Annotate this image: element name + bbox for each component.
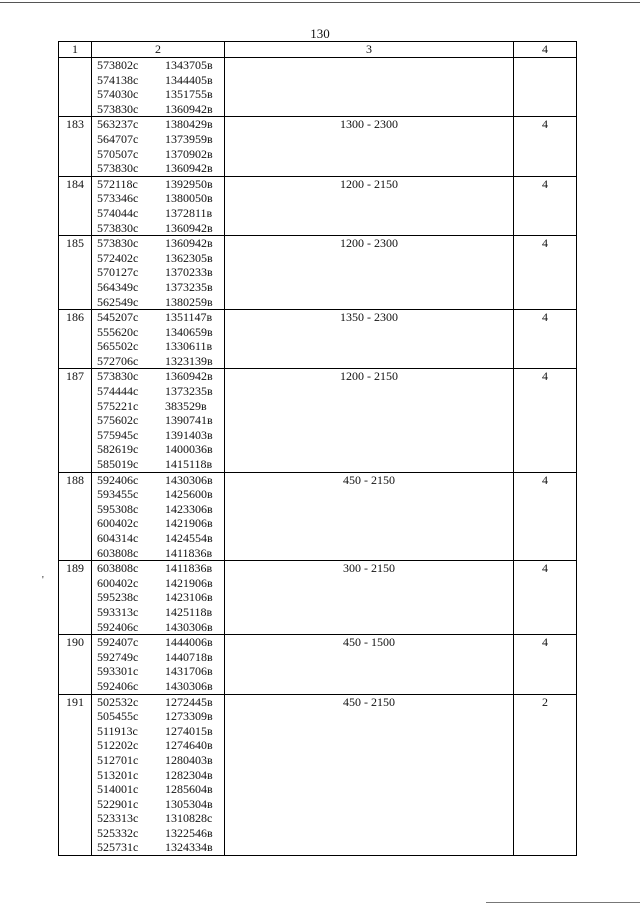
longitude-value: 1310828с (165, 811, 213, 826)
altitude-range-cell: 1200 - 2150 (225, 369, 514, 472)
longitude-value: 1360942в (165, 236, 213, 251)
latitude-value: 502532с (97, 694, 139, 709)
longitude-value: 1380050в (165, 191, 213, 206)
altitude-range-cell: 1200 - 2300 (225, 236, 514, 310)
longitude-value: 1360942в (165, 220, 213, 235)
count-cell: 4 (514, 561, 577, 635)
longitude-value: 1380429в (165, 117, 213, 132)
latitude-value: 525731с (97, 840, 139, 855)
coordinate-pair (92, 502, 224, 517)
coordinates-cell (92, 635, 225, 694)
coordinate-pair (92, 236, 224, 251)
longitude-value: 1323139в (165, 353, 213, 368)
coordinate-pair (92, 546, 224, 561)
longitude-value: 1274015в (165, 723, 213, 738)
latitude-value: 570127с (97, 265, 139, 280)
longitude-value: 1324334в (165, 840, 213, 855)
altitude-range-cell: 1350 - 2300 (225, 310, 514, 369)
coordinate-pair (92, 457, 224, 472)
longitude-value: 1282304в (165, 767, 213, 782)
coordinates-cell (92, 117, 225, 176)
table-row (59, 472, 577, 561)
count-cell (514, 58, 577, 117)
latitude-value: 573830с (97, 369, 139, 384)
longitude-value: 1272445в (165, 694, 213, 709)
table-row (59, 310, 577, 369)
coordinate-pair (92, 87, 224, 102)
table-header-row (59, 42, 577, 58)
latitude-value: 545207с (97, 310, 139, 325)
longitude-value: 1351755в (165, 87, 213, 102)
coordinate-pair (92, 679, 224, 694)
row-number-cell: 189 (59, 561, 92, 635)
coordinate-pair (92, 695, 224, 710)
row-number-cell: 187 (59, 369, 92, 472)
row-number-cell: 186 (59, 310, 92, 369)
altitude-range-cell: 450 - 1500 (225, 635, 514, 694)
latitude-value: 595238с (97, 590, 139, 605)
latitude-value: 572706с (97, 353, 139, 368)
longitude-value: 1430306в (165, 678, 213, 693)
latitude-value: 603808с (97, 545, 139, 560)
coordinate-pair (92, 280, 224, 295)
coordinate-pair (92, 797, 224, 812)
latitude-value: 593455с (97, 487, 139, 502)
coordinates-cell (92, 561, 225, 635)
longitude-value: 1322546в (165, 825, 213, 840)
count-cell: 4 (514, 310, 577, 369)
latitude-value: 573346с (97, 191, 139, 206)
latitude-value: 505455с (97, 709, 139, 724)
coordinate-pair (92, 840, 224, 855)
coordinate-pair (92, 161, 224, 176)
longitude-value: 1373235в (165, 279, 213, 294)
table-row (59, 176, 577, 235)
coordinate-pair (92, 221, 224, 236)
latitude-value: 585019с (97, 457, 139, 472)
longitude-value: 1340659в (165, 324, 213, 339)
header-col-4: 4 (514, 42, 577, 58)
coordinate-pair (92, 369, 224, 384)
table-row (59, 117, 577, 176)
longitude-value: 1280403в (165, 752, 213, 767)
longitude-value: 1423306в (165, 501, 213, 516)
page-number: 130 (310, 26, 330, 41)
coordinate-pair (92, 605, 224, 620)
coordinate-pair (92, 310, 224, 325)
longitude-value: 1372811в (165, 205, 213, 220)
coordinate-pair (92, 177, 224, 192)
count-cell: 2 (514, 694, 577, 856)
longitude-value: 1274640в (165, 738, 213, 753)
longitude-value: 1421906в (165, 516, 213, 531)
header-col-2: 2 (92, 42, 225, 58)
longitude-value: 1273309в (165, 709, 213, 724)
longitude-value: 1285604в (165, 782, 213, 797)
latitude-value: 573830с (97, 236, 139, 251)
latitude-value: 572402с (97, 250, 139, 265)
coordinate-pair (92, 826, 224, 841)
coordinate-pair (92, 325, 224, 340)
row-number-cell: 188 (59, 472, 92, 561)
coordinates-cell (92, 472, 225, 561)
row-number-cell: 190 (59, 635, 92, 694)
coordinate-pair (92, 206, 224, 221)
latitude-value: 513201с (97, 767, 139, 782)
latitude-value: 575945с (97, 427, 139, 442)
latitude-value: 564349с (97, 279, 139, 294)
coordinate-pair (92, 635, 224, 650)
latitude-value: 523313с (97, 811, 139, 826)
coordinate-pair (92, 531, 224, 546)
longitude-value: 1343705в (165, 58, 213, 72)
top-border-line (0, 2, 640, 3)
coordinate-pair (92, 413, 224, 428)
coordinate-pair (92, 73, 224, 88)
coordinate-pair (92, 487, 224, 502)
longitude-value: 1444006в (165, 635, 213, 650)
count-cell: 4 (514, 472, 577, 561)
longitude-value: 1380259в (165, 294, 213, 309)
latitude-value: 603808с (97, 561, 139, 576)
coordinates-cell (92, 369, 225, 472)
coordinate-pair (92, 768, 224, 783)
coordinate-pair (92, 709, 224, 724)
latitude-value: 555620с (97, 324, 139, 339)
row-number-cell: 185 (59, 236, 92, 310)
coordinate-pair (92, 428, 224, 443)
longitude-value: 1431706в (165, 664, 213, 679)
latitude-value: 600402с (97, 516, 139, 531)
longitude-value: 1424554в (165, 531, 213, 545)
latitude-value: 592749с (97, 649, 139, 664)
longitude-value: 1423106в (165, 590, 213, 605)
latitude-value: 574444с (97, 384, 139, 399)
altitude-range-cell: 300 - 2150 (225, 561, 514, 635)
longitude-value: 1430306в (165, 619, 213, 634)
coordinate-pair (92, 295, 224, 310)
altitude-range-cell: 1200 - 2150 (225, 176, 514, 235)
latitude-value: 511913с (97, 723, 138, 738)
coordinates-cell (92, 58, 225, 117)
latitude-value: 575602с (97, 413, 139, 428)
longitude-value: 1411836в (165, 561, 213, 576)
coordinate-pair (92, 590, 224, 605)
count-cell: 4 (514, 369, 577, 472)
table-row (59, 236, 577, 310)
latitude-value: 575221с (97, 398, 139, 413)
longitude-value: 1305304в (165, 796, 213, 811)
altitude-range-cell (225, 58, 514, 117)
latitude-value: 604314с (97, 531, 139, 545)
count-cell: 4 (514, 635, 577, 694)
longitude-value: 1370233в (165, 265, 213, 280)
longitude-value: 1421906в (165, 575, 213, 590)
latitude-value: 574138с (97, 72, 139, 87)
coordinate-pair (92, 724, 224, 739)
latitude-value: 573830с (97, 101, 139, 116)
coordinate-pair (92, 664, 224, 679)
latitude-value: 595308с (97, 501, 139, 516)
row-number-cell (59, 58, 92, 117)
longitude-value: 1440718в (165, 649, 213, 664)
longitude-value: 1373235в (165, 384, 213, 399)
coordinates-cell (92, 176, 225, 235)
longitude-value: 1411836в (165, 545, 213, 560)
row-number-cell: 191 (59, 694, 92, 856)
latitude-value: 592406с (97, 472, 139, 487)
coordinate-pair (92, 354, 224, 369)
latitude-value: 600402с (97, 575, 139, 590)
latitude-value: 570507с (97, 146, 139, 161)
latitude-value: 562549с (97, 294, 139, 309)
header-col-3: 3 (225, 42, 514, 58)
longitude-value: 383529в (165, 398, 207, 413)
longitude-value: 1392950в (165, 176, 213, 191)
coordinate-pair (92, 251, 224, 266)
latitude-value: 565502с (97, 339, 139, 354)
coordinate-pair (92, 399, 224, 414)
header-col-1: 1 (59, 42, 92, 58)
longitude-value: 1390741в (165, 413, 213, 428)
coordinate-pair (92, 516, 224, 531)
latitude-value: 574030с (97, 87, 139, 102)
table-row (59, 369, 577, 472)
table-row (59, 635, 577, 694)
coordinate-pair (92, 339, 224, 354)
coordinate-pair (92, 147, 224, 162)
bottom-border-line (486, 902, 640, 903)
longitude-value: 1360942в (165, 161, 213, 176)
longitude-value: 1425118в (165, 604, 213, 619)
coordinates-cell (92, 236, 225, 310)
row-number-cell: 184 (59, 176, 92, 235)
latitude-value: 573802с (97, 58, 139, 72)
coordinate-pair (92, 650, 224, 665)
latitude-value: 512701с (97, 752, 139, 767)
latitude-value: 572118с (97, 176, 138, 191)
count-cell: 4 (514, 176, 577, 235)
coordinate-pair (92, 561, 224, 576)
longitude-value: 1391403в (165, 427, 213, 442)
table-body (59, 42, 577, 856)
latitude-value: 522901с (97, 796, 139, 811)
altitude-range-cell: 1300 - 2300 (225, 117, 514, 176)
coordinate-pair (92, 782, 224, 797)
coordinates-table (58, 41, 577, 856)
longitude-value: 1370902в (165, 146, 213, 161)
coordinates-cell (92, 310, 225, 369)
latitude-value: 573830с (97, 220, 139, 235)
longitude-value: 1351147в (165, 310, 213, 325)
longitude-value: 1360942в (165, 369, 213, 384)
latitude-value: 512202с (97, 738, 139, 753)
coordinate-pair (92, 620, 224, 635)
altitude-range-cell: 450 - 2150 (225, 472, 514, 561)
longitude-value: 1362305в (165, 250, 213, 265)
latitude-value: 592406с (97, 619, 139, 634)
latitude-value: 582619с (97, 442, 139, 457)
coordinates-cell (92, 694, 225, 856)
coordinate-pair (92, 58, 224, 73)
latitude-value: 574044с (97, 205, 139, 220)
coordinate-pair (92, 191, 224, 206)
latitude-value: 563237с (97, 117, 139, 132)
coordinate-pair (92, 576, 224, 591)
row-number-cell: 183 (59, 117, 92, 176)
coordinate-pair (92, 442, 224, 457)
longitude-value: 1425600в (165, 487, 213, 502)
coordinate-pair (92, 753, 224, 768)
longitude-value: 1430306в (165, 472, 213, 487)
coordinate-pair (92, 265, 224, 280)
longitude-value: 1400036в (165, 442, 213, 457)
latitude-value: 593301с (97, 664, 139, 679)
table-row (59, 58, 577, 117)
longitude-value: 1330611в (165, 339, 213, 354)
coordinate-pair (92, 473, 224, 488)
latitude-value: 593313с (97, 604, 139, 619)
coordinate-pair (92, 384, 224, 399)
coordinate-pair (92, 132, 224, 147)
longitude-value: 1415118в (165, 457, 213, 472)
table-row (59, 694, 577, 856)
latitude-value: 564707с (97, 131, 139, 146)
coordinate-pair (92, 738, 224, 753)
coordinate-pair (92, 117, 224, 132)
count-cell: 4 (514, 117, 577, 176)
latitude-value: 514001с (97, 782, 139, 797)
longitude-value: 1373959в (165, 131, 213, 146)
coordinate-pair (92, 811, 224, 826)
coordinate-pair (92, 102, 224, 117)
count-cell: 4 (514, 236, 577, 310)
longitude-value: 1360942в (165, 101, 213, 116)
margin-mark: ' (42, 575, 44, 586)
latitude-value: 592407с (97, 635, 139, 650)
latitude-value: 573830с (97, 161, 139, 176)
latitude-value: 592406с (97, 678, 139, 693)
table-row (59, 561, 577, 635)
latitude-value: 525332с (97, 825, 139, 840)
altitude-range-cell: 450 - 2150 (225, 694, 514, 856)
longitude-value: 1344405в (165, 72, 213, 87)
